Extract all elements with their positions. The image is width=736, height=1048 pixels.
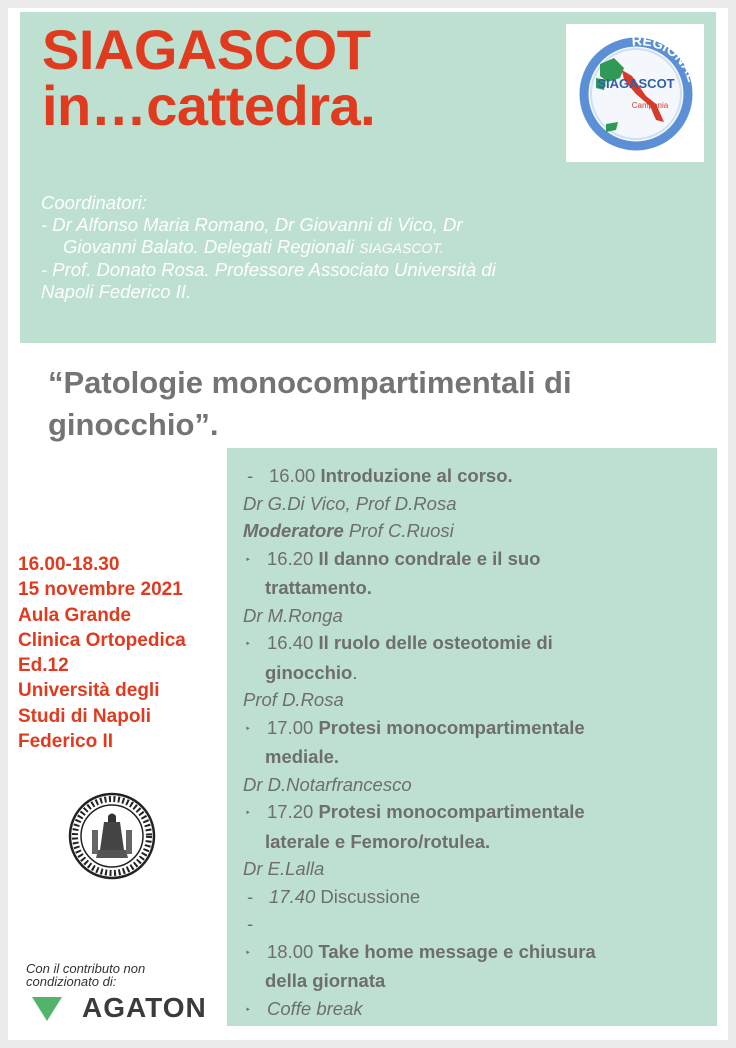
moderator-label: Moderatore (243, 520, 344, 541)
program-item-5-title: Protesi monocompartimentale (318, 801, 585, 822)
program-item-4-title-cont: mediale. (265, 746, 340, 767)
program-item-6 (243, 883, 713, 911)
coordinators-line-2 (41, 236, 661, 259)
program-list (243, 462, 713, 1024)
event-date: 15 novembre 2021 (18, 579, 183, 601)
university-seal (68, 792, 156, 880)
event-university-1: Università degli (18, 680, 160, 702)
coordinators-line-2-text: Giovanni Balato. Delegati Regionali (63, 236, 360, 257)
logo-arc-text: REGIONAL (631, 32, 701, 84)
program-item-3 (243, 629, 713, 659)
logo-brand-text: SIAGASCOT (597, 76, 675, 91)
program-moderator (243, 517, 713, 545)
coordinators-block (41, 192, 661, 303)
agaton-wordmark: AGATON (82, 992, 207, 1023)
bullet-icon: ‣ (245, 554, 251, 566)
program-item-4-title: Protesi monocompartimentale (318, 716, 585, 738)
bullet-icon: ‣ (245, 639, 251, 650)
event-place-3: Ed.12 (18, 655, 69, 677)
program-item-6-time: 17.40 (269, 885, 316, 907)
program-item-3-title-end: ginocchio (265, 661, 353, 683)
program-item-8-title: Take home message e chiusura (318, 940, 596, 962)
poster-title (42, 18, 376, 137)
coordinators-line-1: - Dr Alfonso Maria Romano, Dr Giovanni di Vico, Dr (41, 214, 463, 235)
subtitle-line-1: “Patologie monocompartimentali di (48, 365, 572, 400)
program-item-3-speaker: Prof D.Rosa (243, 689, 344, 710)
dash-marker: - (247, 885, 254, 907)
sponsor-note-line-2: condizionato di: (26, 974, 117, 989)
event-time: 16.00-18.30 (18, 554, 120, 575)
program-item-4-speaker: Dr D.Notarfrancesco (243, 773, 412, 795)
program-item-3-period: . (352, 661, 358, 683)
program-item-8-title-cont: della giornata (265, 970, 386, 991)
agaton-triangle-icon (32, 997, 62, 1023)
program-item-1-title: Introduzione al corso. (320, 465, 513, 486)
subtitle-line-2: ginocchio”. (48, 407, 219, 442)
program-item-3-title: Il ruolo delle osteotomie di (318, 632, 553, 653)
moderator-name: Prof C.Ruosi (343, 520, 454, 541)
bullet-icon: ‣ (245, 1004, 251, 1016)
program-item-5-title-cont: laterale e Femoro/rotulea. (265, 830, 491, 852)
program-item-8-time: 18.00 (267, 940, 319, 962)
agaton-logo (32, 993, 222, 1023)
program-item-1-time: 16.00 (269, 465, 321, 486)
coordinators-line-2-org: SIAGASCOT. (359, 240, 444, 256)
program-item-3-title-cont (243, 659, 713, 687)
sponsor-note-line-1: Con il contributo non (26, 961, 146, 976)
bullet-icon: ‣ (245, 808, 251, 819)
bullet-icon: ‣ (245, 947, 251, 959)
siagascot-regional-logo (566, 24, 704, 162)
program-item-7 (243, 910, 713, 938)
event-info (18, 552, 228, 754)
title-line-2: in…cattedra. (42, 74, 376, 137)
program-item-2-title: Il danno condrale e il suo (318, 547, 541, 569)
logo-region-text: Campania (631, 101, 669, 110)
dash-marker: - (247, 465, 254, 486)
program-item-2-title-cont: trattamento. (265, 577, 372, 598)
coordinators-line-4: Napoli Federico II. (41, 281, 192, 302)
event-place-2: Clinica Ortopedica (18, 629, 186, 651)
coordinators-heading: Coordinatori: (41, 192, 147, 213)
dash-marker: - (247, 913, 254, 934)
bullet-icon: ‣ (245, 723, 251, 735)
logo-icon (566, 24, 704, 162)
program-item-1-speaker: Dr G.Di Vico, Prof D.Rosa (243, 492, 457, 514)
program-item-3-time: 16.40 (267, 632, 319, 653)
program-item-2-time: 16.20 (267, 547, 319, 569)
program-item-4 (243, 714, 713, 744)
event-university-3: Federico II (18, 731, 114, 753)
program-item-4-time: 17.00 (267, 716, 319, 738)
program-item-1 (243, 462, 713, 490)
course-subtitle (48, 362, 688, 446)
program-item-2 (243, 545, 713, 575)
program-item-6-title: Discussione (315, 885, 421, 907)
program-item-9-title: Coffe break (267, 997, 363, 1019)
event-place-1: Aula Grande (18, 604, 131, 626)
program-item-9 (243, 995, 713, 1025)
program-item-5-speaker: Dr E.Lalla (243, 858, 325, 879)
program-item-5 (243, 798, 713, 828)
coordinators-line-3: - Prof. Donato Rosa. Professore Associato Università di (41, 259, 496, 280)
program-item-5-time: 17.20 (267, 801, 319, 822)
title-line-1: SIAGASCOT (42, 18, 371, 81)
seal-icon (68, 792, 156, 880)
sponsor-note (26, 962, 196, 988)
program-panel (227, 448, 717, 1026)
event-university-2: Studi di Napoli (18, 705, 151, 727)
program-item-8 (243, 938, 713, 968)
program-item-2-speaker: Dr M.Ronga (243, 604, 343, 626)
